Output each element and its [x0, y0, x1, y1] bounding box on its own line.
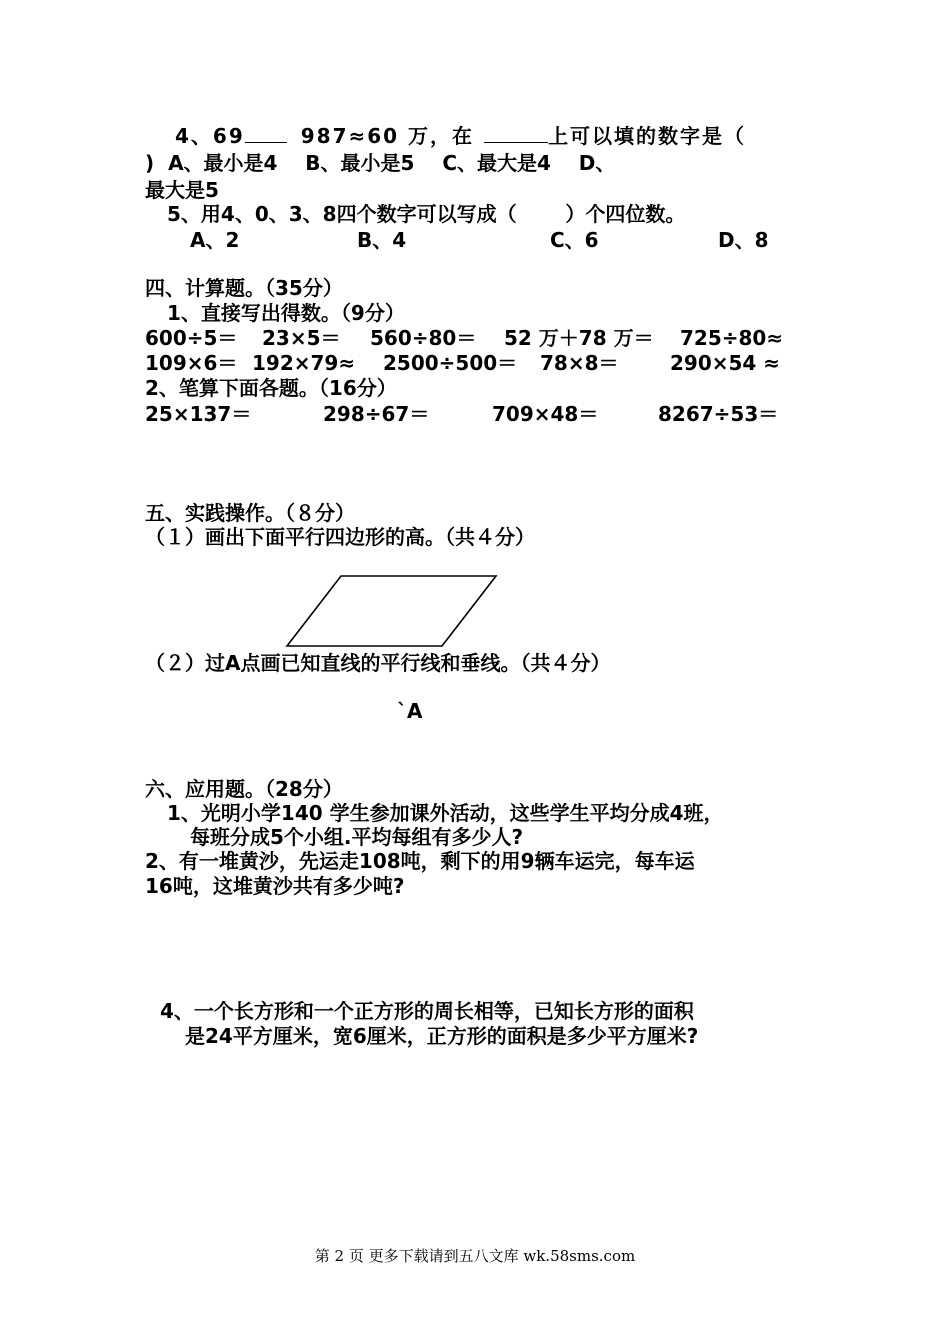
point-a-label: `A [397, 699, 423, 723]
section6-q2-line1: 2、有一堆黄沙，先运走108吨，剩下的用9辆车运完，每车运 [145, 849, 695, 873]
calc-r1-c4: 52 万＋78 万＝ [504, 326, 654, 350]
calc-r2-c1: 109×6＝ [145, 351, 238, 375]
calc-r2-c4: 78×8＝ [540, 351, 619, 375]
q4-line3: 最大是5 [145, 178, 219, 202]
section6-title: 六、应用题。（28分） [145, 777, 343, 801]
parallelogram-shape [287, 576, 496, 646]
q5-option-b: B、4 [357, 228, 407, 252]
section4-title: 四、计算题。（35分） [145, 276, 343, 300]
section4-sub2: 2、笔算下面各题。（16分） [145, 376, 397, 400]
section5-q2: （２）过A点画已知直线的平行线和垂线。（共４分） [145, 651, 611, 675]
page-footer: 第 2 页 更多下载请到五八文库 wk.58sms.com [314, 1247, 636, 1265]
calc-r3-c2: 298÷67＝ [323, 402, 430, 426]
calc-r1-c3: 560÷80＝ [370, 326, 477, 350]
q5-stem: 5、用4、0、3、8四个数字可以写成（ ）个四位数。 [167, 202, 686, 226]
section6-q2-line2: 16吨，这堆黄沙共有多少吨? [145, 874, 405, 898]
section6-q4-line2: 是24平方厘米，宽6厘米，正方形的面积是多少平方厘米? [185, 1024, 699, 1048]
calc-r3-c3: 709×48＝ [492, 402, 599, 426]
q4-prefix: 4、69 [175, 124, 245, 148]
calc-r1-c5: 725÷80≈ [680, 326, 784, 350]
q4-suffix: 上可以填的数字是（ [548, 124, 747, 148]
section6-q1-line2: 每班分成5个小组.平均每组有多少人? [190, 825, 524, 849]
calc-r3-c1: 25×137＝ [145, 402, 252, 426]
calc-r2-c2: 192×79≈ [252, 351, 356, 375]
calc-r1-c1: 600÷5＝ [145, 326, 238, 350]
calc-r2-c3: 2500÷500＝ [383, 351, 518, 375]
q5-option-c: C、6 [550, 228, 599, 252]
section5-title: 五、实践操作。（８分） [145, 501, 355, 525]
calc-r3-c4: 8267÷53＝ [658, 402, 779, 426]
q4-line2: ) A、最小是4 B、最小是5 C、最大是4 D、 [145, 151, 616, 175]
q5-option-a: A、2 [190, 228, 240, 252]
calc-r1-c2: 23×5＝ [262, 326, 341, 350]
section6-q1-line1: 1、光明小学140 学生参加课外活动，这些学生平均分成4班， [167, 801, 724, 825]
section5-q1: （１）画出下面平行四边形的高。（共４分） [145, 525, 535, 549]
q4-mid: 987≈60 万，在 [300, 124, 475, 148]
section6-q4-line1: 4、一个长方形和一个正方形的周长相等，已知长方形的面积 [160, 999, 694, 1023]
calc-r2-c5: 290×54 ≈ [670, 351, 781, 375]
section4-sub1: 1、直接写出得数。（9分） [167, 301, 405, 325]
q5-option-d: D、8 [718, 228, 769, 252]
